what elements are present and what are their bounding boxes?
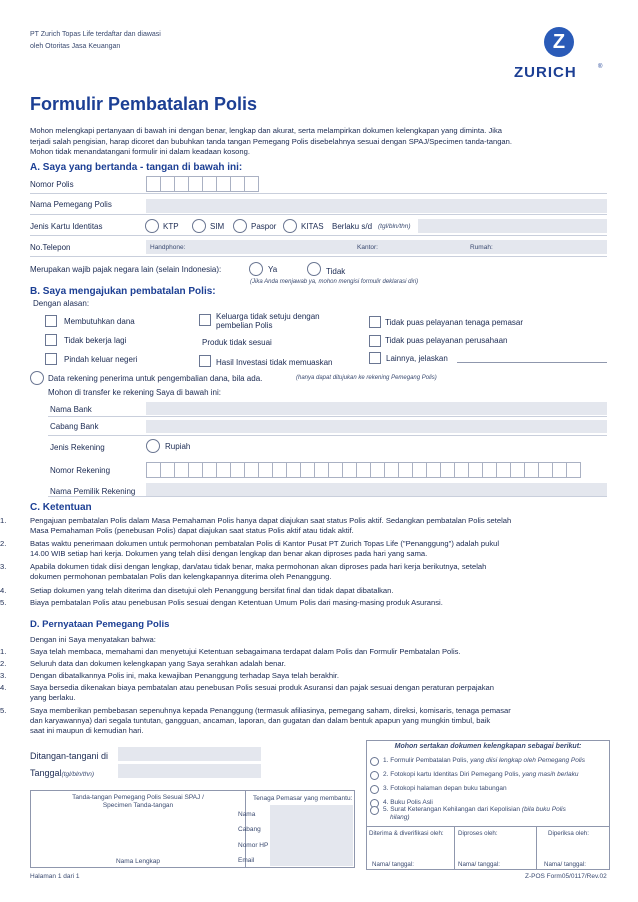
dokumen-5-radio[interactable] — [370, 806, 379, 815]
ktp-radio[interactable] — [145, 219, 159, 233]
alasan-tenaga-pemasar-label: Tidak puas pelayanan tenaga pemasar — [385, 318, 524, 327]
pemasar-cabang-label: Cabang — [238, 826, 261, 833]
pajak-tidak-radio[interactable] — [307, 262, 321, 276]
alasan-lainnya-checkbox[interactable] — [369, 352, 381, 364]
nama-pemegang-label: Nama Pemegang Polis — [30, 200, 112, 209]
rekening-label: Data rekening penerima untuk pengembalian dana, bila ada. — [48, 374, 263, 383]
kitas-label: KITAS — [301, 222, 324, 231]
alasan-produk-label: Produk tidak sesuai — [202, 338, 272, 347]
pajak-hint: (Jika Anda menjawab ya, mohon mengisi formulir deklarasi diri) — [250, 279, 419, 285]
pajak-tidak-label: Tidak — [326, 267, 346, 276]
kantor-label: Kantor: — [357, 244, 378, 251]
section-c-title: C. Ketentuan — [30, 502, 92, 513]
ketentuan-item: 4. Setiap dokumen yang telah diterima dan disetujui oleh Penanggung bersifat final dan tidak dapat dibatalkan. — [0, 586, 394, 595]
alasan-perusahaan-checkbox[interactable] — [369, 335, 381, 347]
alasan-membutuhkan-dana-checkbox[interactable] — [45, 315, 57, 327]
pernyataan-item: 1. Saya telah membaca, memahami dan menyetujui Ketentuan sebagaimana terdapat dalam Polis dan Formulir Pembatalan Polis. — [0, 647, 461, 656]
dokumen-3-label: 3. Fotokopi halaman depan buku tabungan — [383, 785, 507, 792]
zurich-logo-mark: Z — [544, 27, 574, 57]
alasan-tidak-bekerja-checkbox[interactable] — [45, 334, 57, 346]
berlaku-input[interactable] — [418, 219, 607, 233]
pajak-label: Merupakan wajib pajak negara lain (selain Indonesia): — [30, 265, 222, 274]
pemasar-hp-label: Nomor HP — [238, 842, 269, 849]
nama-bank-label: Nama Bank — [50, 405, 92, 414]
pernyataan-item: 4. Saya bersedia dikenakan biaya pembatalan atau penebusan Polis sesuai produk Asuransi dan pajak sesuai dengan peraturan perpajakan yang berlaku. — [0, 683, 494, 702]
nomor-polis-label: Nomor Polis — [30, 180, 74, 189]
section-a-title: A. Saya yang bertanda - tangan di bawah ini: — [30, 162, 243, 173]
dokumen-5-label: 5. Surat Keterangan Kehilangan dari Kepolisian (bila buku Polis hilang) — [383, 806, 566, 821]
alasan-tidak-bekerja-label: Tidak bekerja lagi — [64, 336, 127, 345]
tanggal-label: Tanggal(tgl/bln/thn) — [30, 768, 95, 778]
dokumen-2-label: 2. Fotokopi kartu Identitas Diri Pemegang Polis, yang masih berlaku — [383, 771, 579, 778]
pernyataan-item: 2. Seluruh data dan dokumen kelengkapan yang Saya serahkan adalah benar. — [0, 659, 286, 668]
handphone-label: Handphone: — [150, 244, 186, 251]
section-d-title: D. Pernyataan Pemegang Polis — [30, 619, 170, 630]
alasan-pindah-checkbox[interactable] — [45, 353, 57, 365]
alasan-lainnya-label: Lainnya, jelaskan — [386, 354, 448, 363]
jenis-rekening-label: Jenis Rekening — [50, 443, 105, 452]
nama-pemilik-label: Nama Pemilik Rekening — [50, 487, 136, 496]
intro-text: Mohon melengkapi pertanyaan di bawah ini dengan benar, lengkap dan akurat, serta melampirkan dokumen kelengkapan yang diminta. Jika terjadi salah pengisian, harap dicoret dan bubuhkan tanda tangan Pemegang Polis disebelahnya sesuai dengan SPAJ/Specimen tanda-tangan. Mohon tidak menandatangani formulir ini dalam keadaan kosong. — [30, 126, 512, 156]
cabang-bank-input[interactable] — [146, 420, 607, 433]
alasan-pindah-label: Pindah keluar negeri — [64, 355, 138, 364]
sim-label: SIM — [210, 222, 225, 231]
pernyataan-item: 5. Saya memberikan pembebasan sepenuhnya kepada Penanggung (termasuk afiliasinya, pemegang saham, direksi, komisaris, tenaga pemasar dan karyawannya) dari segala tuntutan, gangguan, ancaman, laporan, dan gugatan dan dalam bentuk apapun yang mungkin timbul, baik saat ini maupun di kemudian hari. — [0, 706, 511, 735]
ketentuan-item: 1. Pengajuan pembatalan Polis dalam Masa Pemahaman Polis hanya dapat diajukan saat status Polis aktif. Sedangkan pembatalan Polis setelah Masa Pemahaman Polis (penebusan Polis) dapat diajukan saat status Polis aktif atau tidak aktif. — [0, 516, 512, 535]
nomor-polis-input[interactable] — [146, 176, 258, 192]
dokumen-2-radio[interactable] — [370, 771, 379, 780]
dokumen-1-label: 1. Formulir Pembatalan Polis, yang diisi lengkap oleh Pemegang Polis — [383, 757, 585, 764]
footer-page: Halaman 1 dari 1 — [30, 873, 80, 880]
alasan-membutuhkan-dana-label: Membutuhkan dana — [64, 317, 135, 326]
page-title: Formulir Pembatalan Polis — [30, 94, 258, 114]
nama-tanggal-2: Nama/ tanggal: — [458, 861, 500, 868]
nama-tanggal-1: Nama/ tanggal: — [372, 861, 414, 868]
rekening-hint: (hanya dapat ditujukan ke rekening Pemegang Polis) — [296, 375, 437, 381]
alasan-tenaga-pemasar-checkbox[interactable] — [369, 316, 381, 328]
alasan-keluarga-checkbox[interactable] — [199, 314, 211, 326]
ketentuan-item: 5. Biaya pembatalan Polis atau penebusan Polis sesuai dengan Ketentuan Umum Polis dari masing-masing produk Asuransi. — [0, 598, 443, 607]
pajak-ya-radio[interactable] — [249, 262, 263, 276]
nama-pemegang-input[interactable] — [146, 199, 607, 213]
company-line-2: oleh Otoritas Jasa Keuangan — [30, 43, 121, 50]
jenis-kartu-label: Jenis Kartu Identitas — [30, 222, 103, 231]
rupiah-radio[interactable] — [146, 439, 160, 453]
pemasar-input[interactable] — [270, 805, 353, 866]
rupiah-label: Rupiah — [165, 442, 191, 451]
section-b-title: B. Saya mengajukan pembatalan Polis: — [30, 286, 216, 297]
pernyataan-item: 3. Dengan dibatalkannya Polis ini, maka kewajiban Penanggung terhadap Saya telah berakhir. — [0, 671, 340, 680]
section-d-intro: Dengan ini Saya menyatakan bahwa: — [30, 635, 156, 644]
nama-tanggal-3: Nama/ tanggal: — [544, 861, 586, 868]
kitas-radio[interactable] — [283, 219, 297, 233]
rumah-label: Rumah: — [470, 244, 493, 251]
ktp-label: KTP — [163, 222, 179, 231]
dengan-alasan-label: Dengan alasan: — [33, 299, 90, 308]
diproses-label: Diproses oleh: — [458, 830, 498, 837]
telepon-label: No.Telepon — [30, 243, 71, 252]
nomor-rekening-input[interactable] — [146, 462, 580, 478]
nama-pemilik-input[interactable] — [146, 483, 607, 496]
ketentuan-item: 2. Batas waktu penerimaan dokumen untuk permohonan pembatalan Polis di Kantor Pusat PT Zurich Topas Life ("Penanggung") adalah pukul 14.00 WIB setiap hari kerja. Dokumen yang telah diisi dengan lengkap dan benar akan diproses pada hari yang sama. — [0, 539, 500, 558]
dokumen-3-radio[interactable] — [370, 785, 379, 794]
ditangani-input[interactable] — [118, 747, 261, 761]
cabang-bank-label: Cabang Bank — [50, 422, 99, 431]
ttd-pemegang-title: Tanda-tangan Pemegang Polis Sesuai SPAJ / Specimen Tanda-tangan — [72, 794, 204, 809]
alasan-investasi-label: Hasil Investasi tidak memuaskan — [216, 358, 333, 367]
ditangani-label: Ditangan-tangani di — [30, 751, 109, 761]
paspor-radio[interactable] — [233, 219, 247, 233]
diperiksa-label: Diperiksa oleh: — [548, 830, 589, 837]
nama-bank-input[interactable] — [146, 402, 607, 415]
rekening-radio[interactable] — [30, 371, 44, 385]
alasan-lainnya-input[interactable] — [457, 362, 607, 363]
transfer-label: Mohon di transfer ke rekening Saya di bawah ini: — [48, 388, 221, 397]
pemasar-nama-label: Nama — [238, 811, 256, 818]
zurich-logo-text: ZURICH — [514, 64, 577, 81]
tanggal-input[interactable] — [118, 764, 261, 778]
pemasar-title: Tenaga Pemasar yang membantu: — [253, 795, 353, 802]
dokumen-title: Mohon sertakan dokumen kelengkapan sebagai berikut: — [394, 743, 582, 750]
dokumen-1-radio[interactable] — [370, 757, 379, 766]
footer-form-code: Z-POS Form05/0117/Rev.02 — [525, 873, 607, 880]
pajak-ya-label: Ya — [268, 265, 278, 274]
berlaku-label: Berlaku s/d — [332, 222, 373, 231]
registered-mark: ® — [598, 64, 603, 70]
sim-radio[interactable] — [192, 219, 206, 233]
nomor-rekening-label: Nomor Rekening — [50, 466, 111, 475]
diterima-label: Diterima & diverifikasi oleh: — [369, 830, 444, 837]
nama-lengkap-label: Nama Lengkap — [115, 858, 161, 865]
alasan-keluarga-label: Keluarga tidak setuju dengan pembelian Polis — [216, 312, 320, 330]
company-line-1: PT Zurich Topas Life terdaftar dan diawasi — [30, 31, 161, 38]
alasan-perusahaan-label: Tidak puas pelayanan perusahaan — [385, 336, 508, 345]
dokumen-4-label: 4. Buku Polis Asli — [383, 799, 433, 806]
ketentuan-item: 3. Apabila dokumen tidak diisi dengan lengkap, dan/atau tidak benar, maka permohonan akan diproses pada hari kerja berikutnya, setelah dokumen permohonan pembatalan Polis dan kelengkapannya diterima oleh Penanggung. — [0, 562, 487, 581]
paspor-label: Paspor — [251, 222, 277, 231]
pemasar-email-label: Email — [238, 857, 255, 864]
berlaku-hint: (tgl/bln/thn) — [378, 223, 411, 230]
alasan-investasi-checkbox[interactable] — [199, 355, 211, 367]
